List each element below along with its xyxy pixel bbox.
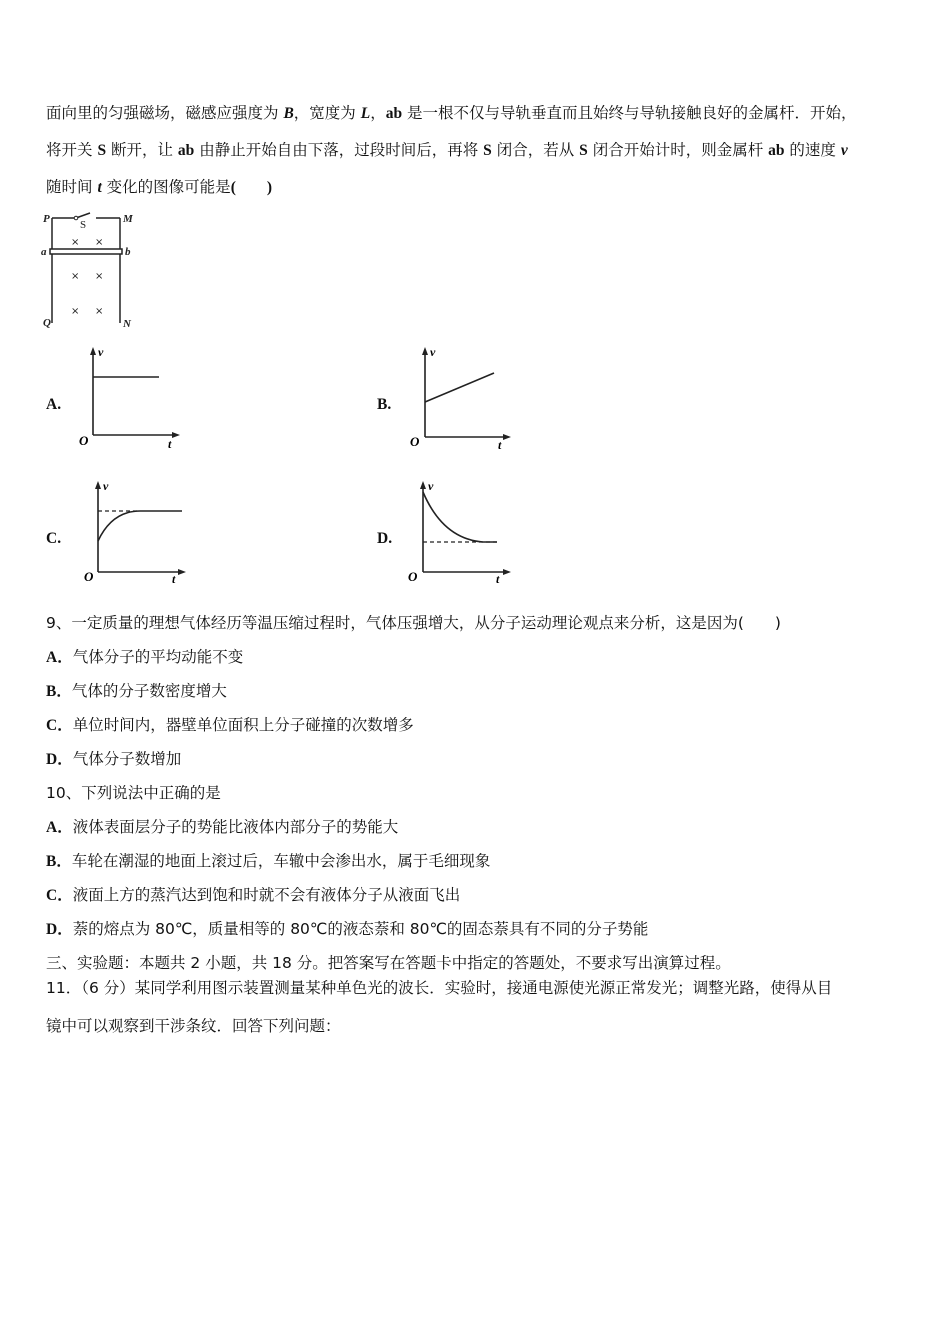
q8-stem-line-2 bbox=[46, 140, 848, 161]
label-Q: Q bbox=[43, 317, 51, 329]
axis-v-label: v bbox=[98, 345, 104, 359]
axis-v-label: v bbox=[428, 479, 434, 493]
option-b-graph bbox=[407, 345, 517, 450]
text: 将开关 bbox=[46, 141, 98, 159]
origin-label: O bbox=[84, 569, 94, 584]
text: 断开，让 bbox=[106, 141, 178, 159]
origin-label: O bbox=[79, 433, 89, 448]
q9-stem: 9、一定质量的理想气体经历等温压缩过程时，气体压强增大，从分子运动理论观点来分析，这是因为( ) bbox=[46, 614, 781, 632]
symbol-S: S bbox=[97, 142, 107, 159]
symbol-t: t bbox=[97, 179, 102, 196]
q9-option-b[interactable] bbox=[46, 681, 227, 702]
symbol-ab: ab bbox=[177, 142, 195, 159]
option-c-graph bbox=[82, 479, 192, 584]
option-label: A． bbox=[46, 649, 73, 666]
field-cross-icon: × bbox=[95, 271, 104, 282]
text: ， bbox=[370, 104, 386, 122]
option-label: C． bbox=[46, 717, 73, 734]
text: 是一根不仅与导轨垂直而且始终与导轨接触良好的金属杆．开始， bbox=[402, 104, 857, 122]
q11-stem-line-2: 镜中可以观察到干涉条纹．回答下列问题： bbox=[46, 1017, 341, 1035]
symbol-S: S bbox=[579, 142, 588, 159]
option-a-graph bbox=[76, 345, 186, 450]
option-text: 车轮在潮湿的地面上滚过后，车辙中会渗出水，属于毛细现象 bbox=[71, 852, 491, 870]
q10-option-c[interactable] bbox=[46, 885, 460, 906]
label-a: a bbox=[41, 246, 47, 258]
option-text: 液体表面层分子的势能比液体内部分子的势能大 bbox=[72, 818, 399, 836]
option-text: 液面上方的蒸汽达到饱和时就不会有液体分子从液面飞出 bbox=[72, 886, 461, 904]
axis-t-label: t bbox=[498, 438, 502, 452]
origin-label: O bbox=[408, 569, 418, 584]
label-M: M bbox=[123, 213, 133, 225]
axis-t-label: t bbox=[496, 572, 500, 586]
q9-option-d[interactable] bbox=[46, 749, 181, 770]
symbol-v: v bbox=[840, 142, 848, 159]
option-c-label[interactable]: C. bbox=[46, 530, 62, 547]
q8-stem-line-3 bbox=[46, 177, 272, 198]
field-cross-icon: × bbox=[95, 306, 104, 317]
text: 面向里的匀强磁场，磁感应强度为 bbox=[46, 104, 284, 122]
text: 由静止开始自由下落，过段时间后，再将 bbox=[194, 141, 484, 159]
text: ，宽度为 bbox=[293, 104, 361, 122]
q10-option-a[interactable] bbox=[46, 817, 398, 838]
q8-stem-line-1 bbox=[46, 103, 857, 124]
option-a-label[interactable]: A. bbox=[46, 396, 62, 413]
text: 变化的图像可能是 bbox=[101, 178, 231, 196]
option-text: 气体分子的平均动能不变 bbox=[72, 648, 244, 666]
option-d-graph bbox=[407, 479, 517, 584]
q10-option-d[interactable] bbox=[46, 919, 648, 940]
symbol-ab: ab bbox=[768, 142, 785, 159]
origin-label: O bbox=[410, 434, 420, 449]
symbol-B: B bbox=[283, 105, 294, 122]
answer-blank: ( ) bbox=[230, 179, 273, 196]
option-label: D． bbox=[46, 921, 73, 938]
symbol-ab: ab bbox=[385, 105, 403, 122]
option-d-label[interactable]: D. bbox=[377, 530, 393, 547]
text: 闭合，若从 bbox=[491, 141, 580, 159]
field-cross-icon: × bbox=[95, 237, 104, 248]
text: 闭合开始计时，则金属杆 bbox=[587, 141, 769, 159]
option-text: 气体分子数增加 bbox=[72, 750, 182, 768]
symbol-L: L bbox=[360, 105, 371, 122]
option-text: 萘的熔点为 80℃，质量相等的 80℃的液态萘和 80℃的固态萘具有不同的分子势能 bbox=[72, 920, 649, 938]
option-label: B． bbox=[46, 683, 72, 700]
option-label: A． bbox=[46, 819, 73, 836]
field-cross-icon: × bbox=[71, 271, 80, 282]
label-S: S bbox=[80, 219, 87, 231]
symbol-S: S bbox=[483, 142, 492, 159]
option-b-label[interactable]: B. bbox=[377, 396, 392, 413]
option-text: 气体的分子数密度增大 bbox=[71, 682, 227, 700]
q11-stem-line-1: 11．（6 分）某同学利用图示装置测量某种单色光的波长．实验时，接通电源使光源正常发光；调整光路，使得从目 bbox=[46, 979, 833, 997]
option-label: D． bbox=[46, 751, 73, 768]
label-P: P bbox=[43, 213, 50, 225]
q10-stem: 10、下列说法中正确的是 bbox=[46, 784, 221, 802]
option-label: B． bbox=[46, 853, 72, 870]
text: 的速度 bbox=[784, 141, 841, 159]
axis-t-label: t bbox=[172, 572, 176, 586]
label-N: N bbox=[123, 318, 131, 330]
q9-option-a[interactable] bbox=[46, 647, 243, 668]
text: 随时间 bbox=[46, 178, 98, 196]
rail-circuit-figure bbox=[40, 205, 140, 335]
field-cross-icon: × bbox=[71, 237, 80, 248]
q10-option-b[interactable] bbox=[46, 851, 490, 872]
label-b: b bbox=[125, 246, 131, 258]
field-cross-icon: × bbox=[71, 306, 80, 317]
axis-v-label: v bbox=[430, 345, 436, 359]
q9-option-c[interactable] bbox=[46, 715, 414, 736]
section-3-heading: 三、实验题：本题共 2 小题，共 18 分。把答案写在答题卡中指定的答题处，不要求写出演算过程。 bbox=[46, 954, 731, 972]
axis-t-label: t bbox=[168, 437, 172, 451]
option-text: 单位时间内，器壁单位面积上分子碰撞的次数增多 bbox=[72, 716, 414, 734]
axis-v-label: v bbox=[103, 479, 109, 493]
option-label: C． bbox=[46, 887, 73, 904]
